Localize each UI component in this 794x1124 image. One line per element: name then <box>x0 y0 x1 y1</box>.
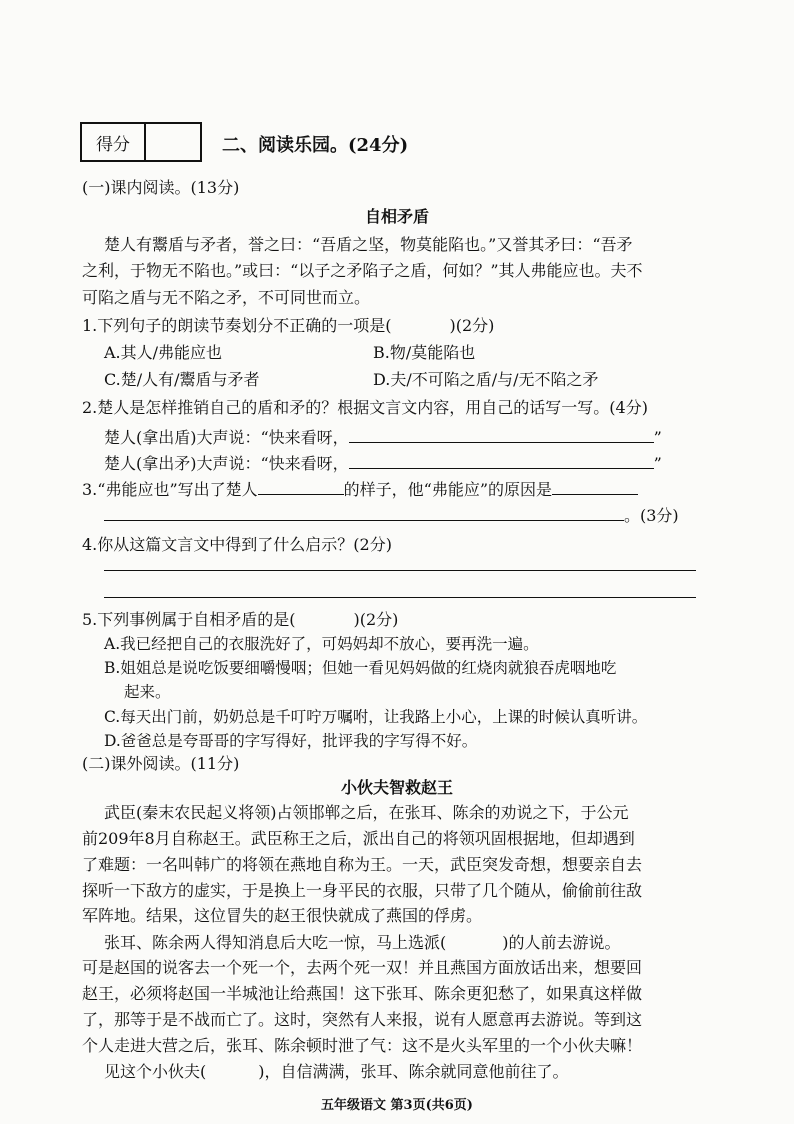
q3-blank-1[interactable] <box>258 476 344 495</box>
q1-stem-b: )(2分) <box>449 316 495 335</box>
q1-stem <box>82 314 494 338</box>
para3-line <box>104 1060 569 1084</box>
para2-b: )的人前去游说。 <box>502 933 621 952</box>
para2-first-line <box>104 931 621 955</box>
text-title-2: 小伙夫智救赵王 <box>340 778 453 797</box>
para2-line: 了，那等于是不战而亡了。这时，突然有人来报，说有人愿意再去游说。等到这 <box>82 1010 643 1029</box>
q5-stem <box>82 608 398 632</box>
score-blank[interactable] <box>146 124 200 160</box>
page-footer: 五年级语文 第3页(共6页) <box>321 1098 473 1113</box>
q2-line-1 <box>104 424 662 450</box>
q3-line-2 <box>104 502 679 528</box>
para2-a: 张耳、陈余两人得知消息后大吃一惊，马上选派( <box>104 933 447 952</box>
section-title: 二、阅读乐园。(24分) <box>222 135 409 156</box>
passage-line: 可陷之盾与无不陷之矛，不可同世而立。 <box>82 288 371 307</box>
q1-option-c: C.楚/人有/鬻盾与矛者 <box>104 370 260 389</box>
q4-answer-line[interactable] <box>104 570 696 571</box>
q3-end: 。(3分) <box>624 506 679 525</box>
part2-heading: (二)课外阅读。(11分) <box>82 754 240 773</box>
q3-blank-2[interactable] <box>552 476 638 495</box>
score-box <box>80 122 202 162</box>
q3-line <box>82 476 638 502</box>
q4-stem: 4.你从这篇文言文中得到了什么启示？(2分) <box>82 535 392 554</box>
para3-a: 见这个小伙夫( <box>104 1062 207 1081</box>
q5-option-b-cont: 起来。 <box>124 683 171 701</box>
para2-line: 可是赵国的说客去一个死一个，去两个死一双！并且燕国方面放话出来，想要回 <box>82 958 643 977</box>
q5-stem-b: )(2分) <box>353 610 399 629</box>
q2-blank-2[interactable] <box>349 450 654 469</box>
para1-line: 武臣(秦末农民起义将领)占领邯郸之后，在张耳、陈余的劝说之下，于公元 <box>104 803 629 822</box>
text-title-1: 自相矛盾 <box>364 207 429 226</box>
q2-stem: 2.楚人是怎样推销自己的盾和矛的？根据文言文内容，用自己的话写一写。(4分) <box>82 398 648 417</box>
q2-line-2 <box>104 450 662 476</box>
passage-line: 之利，于物无不陷也。”或曰：“以子之矛陷子之盾，何如？”其人弗能应也。夫不 <box>82 261 643 280</box>
q2-line1-prefix: 楚人(拿出盾)大声说：“快来看呀， <box>104 428 349 447</box>
q2-line2-prefix: 楚人(拿出矛)大声说：“快来看呀， <box>104 454 349 473</box>
para2-line: 个人走进大营之后，张耳、陈余顿时泄了气：这不是火头军里的一个小伙夫嘛！ <box>82 1036 643 1055</box>
score-label: 得分 <box>82 124 146 160</box>
q5-option-d: D.爸爸总是夸哥哥的字写得好，批评我的字写得不好。 <box>104 732 478 750</box>
q1-stem-a: 1.下列句子的朗读节奏划分不正确的一项是( <box>82 316 392 335</box>
q2-quote-1: ” <box>653 428 662 447</box>
part1-heading: (一)课内阅读。(13分) <box>82 178 240 197</box>
para2-line: 赵王，必须将赵国一半城池让给燕国！这下张耳、陈余更犯愁了，如果真这样做 <box>82 984 643 1003</box>
q2-quote-2: ” <box>653 454 662 473</box>
q4-answer-line[interactable] <box>104 597 696 598</box>
q5-option-a: A.我已经把自己的衣服洗好了，可妈妈却不放心，要再洗一遍。 <box>104 635 539 653</box>
q1-option-b: B.物/莫能陷也 <box>373 343 476 362</box>
q3-part-b: 的样子，他“弗能应”的原因是 <box>343 480 553 499</box>
q2-blank-1[interactable] <box>349 424 654 443</box>
para3-b: )，自信满满，张耳、陈余就同意他前往了。 <box>258 1062 569 1081</box>
passage-line: 楚人有鬻盾与矛者，誉之曰：“吾盾之坚，物莫能陷也。”又誉其矛曰：“吾矛 <box>104 235 633 254</box>
q3-part-a: 3.“弗能应也”写出了楚人 <box>82 480 258 499</box>
q5-option-c: C.每天出门前，奶奶总是千叮咛万嘱咐，让我路上小心，上课的时候认真听讲。 <box>104 708 648 726</box>
q1-option-a: A.其人/弗能应也 <box>104 343 223 362</box>
q5-option-b: B.姐姐总是说吃饭要细嚼慢咽；但她一看见妈妈做的红烧肉就狼吞虎咽地吃 <box>104 659 617 677</box>
q5-stem-a: 5.下列事例属于自相矛盾的是( <box>82 610 296 629</box>
q1-option-d: D.夫/不可陷之盾/与/无不陷之矛 <box>373 370 599 389</box>
para1-line: 军阵地。结果，这位冒失的赵王很快就成了燕国的俘虏。 <box>82 906 483 925</box>
q3-blank-3[interactable] <box>104 502 624 521</box>
para1-line: 了难题：一名叫韩广的将领在燕地自称为王。一天，武臣突发奇想，想要亲自去 <box>82 855 643 874</box>
para1-line: 探听一下敌方的虚实，于是换上一身平民的衣服，只带了几个随从，偷偷前往敌 <box>82 881 643 900</box>
para1-line: 前209年8月自称赵王。武臣称王之后，派出自己的将领巩固根据地，但却遇到 <box>82 829 635 848</box>
